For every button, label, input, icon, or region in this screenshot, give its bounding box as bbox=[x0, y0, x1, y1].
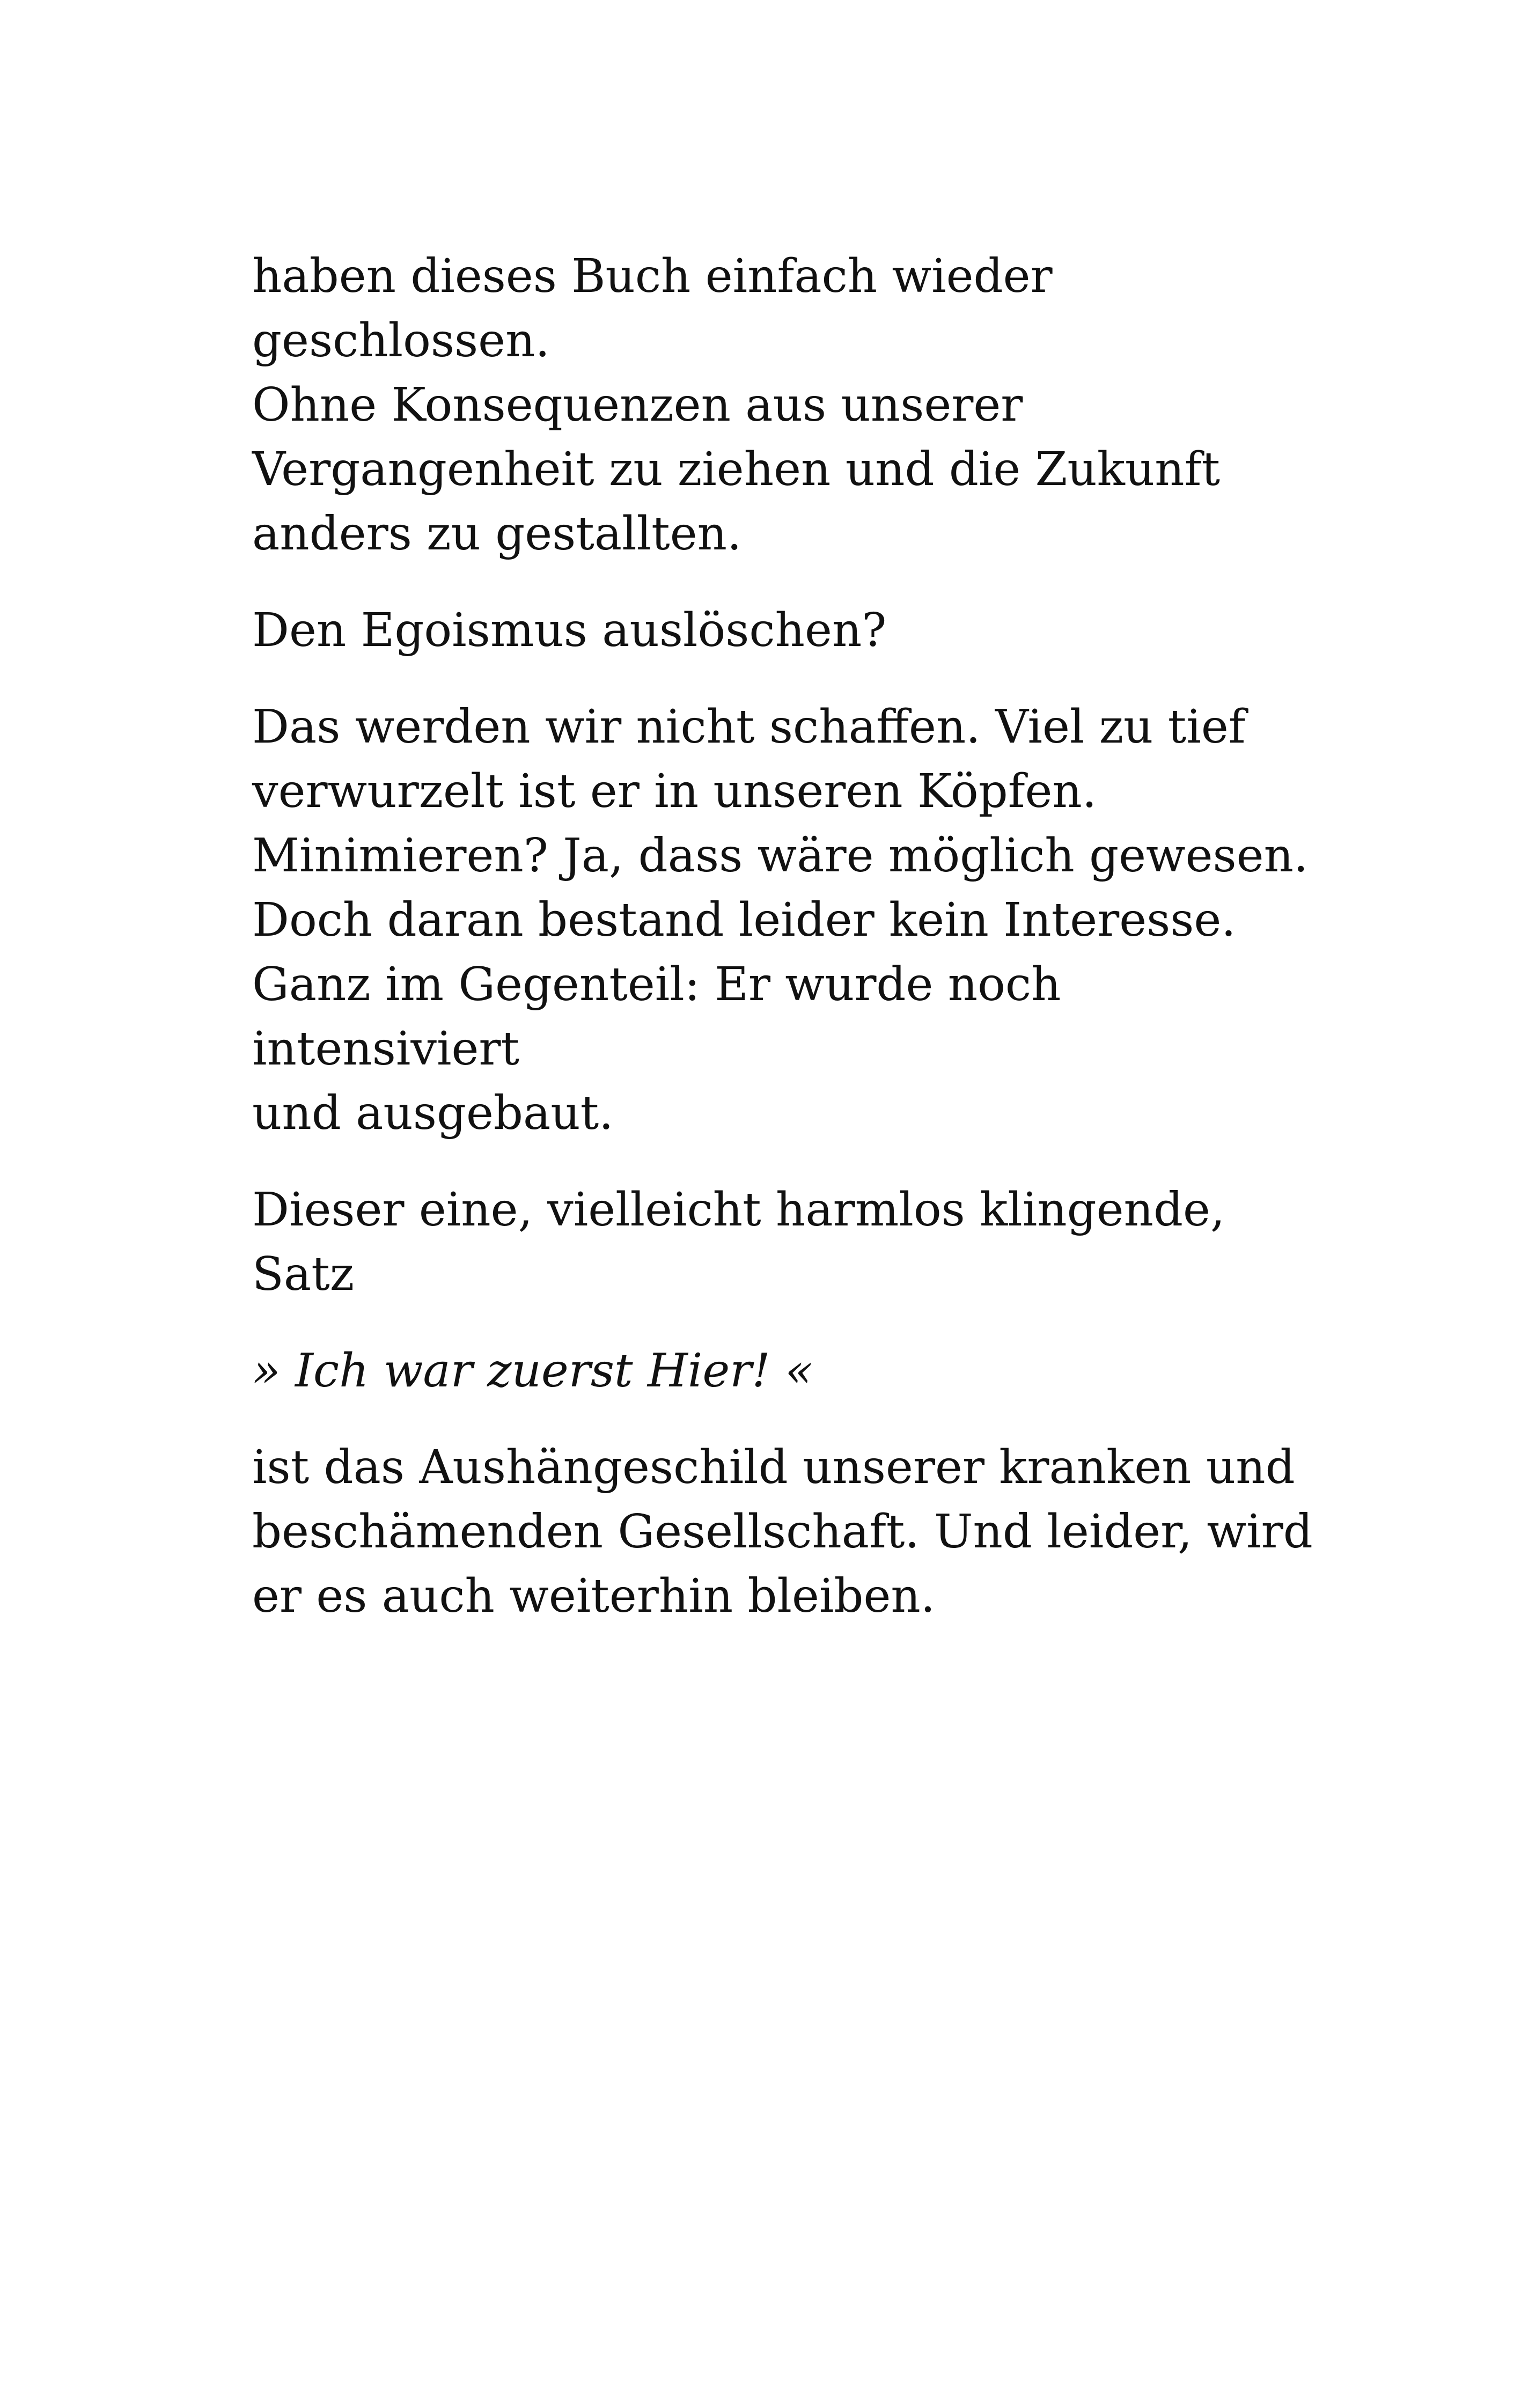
paragraph-5: ist das Aushängeschild unserer kranken und beschämenden Gesellschaft. Und leider, wird er es auch weiterhin bleiben. bbox=[252, 1441, 1313, 1623]
paragraph-3: Das werden wir nicht schaffen. Viel zu tief verwurzelt ist er in unseren Köpfen. Minimieren? Ja, dass wäre möglich gewesen. Doch daran bestand leider kein Interesse. Ganz im Gegenteil: Er wurde noch intensiviert und ausgebaut. bbox=[252, 700, 1309, 1140]
paragraph-1: haben dieses Buch einfach wieder geschlossen. Ohne Konsequenzen aus unserer Vergangenheit zu ziehen und die Zukunft anders zu gestallten. bbox=[252, 249, 1221, 561]
paragraph-4: Dieser eine, vielleicht harmlos klingende, Satz bbox=[252, 1183, 1225, 1301]
paragraph-2: Den Egoismus auslöschen? bbox=[252, 604, 887, 657]
quote-line: » Ich war zuerst Hier! « bbox=[252, 1344, 813, 1398]
page-text bbox=[252, 244, 1325, 1661]
